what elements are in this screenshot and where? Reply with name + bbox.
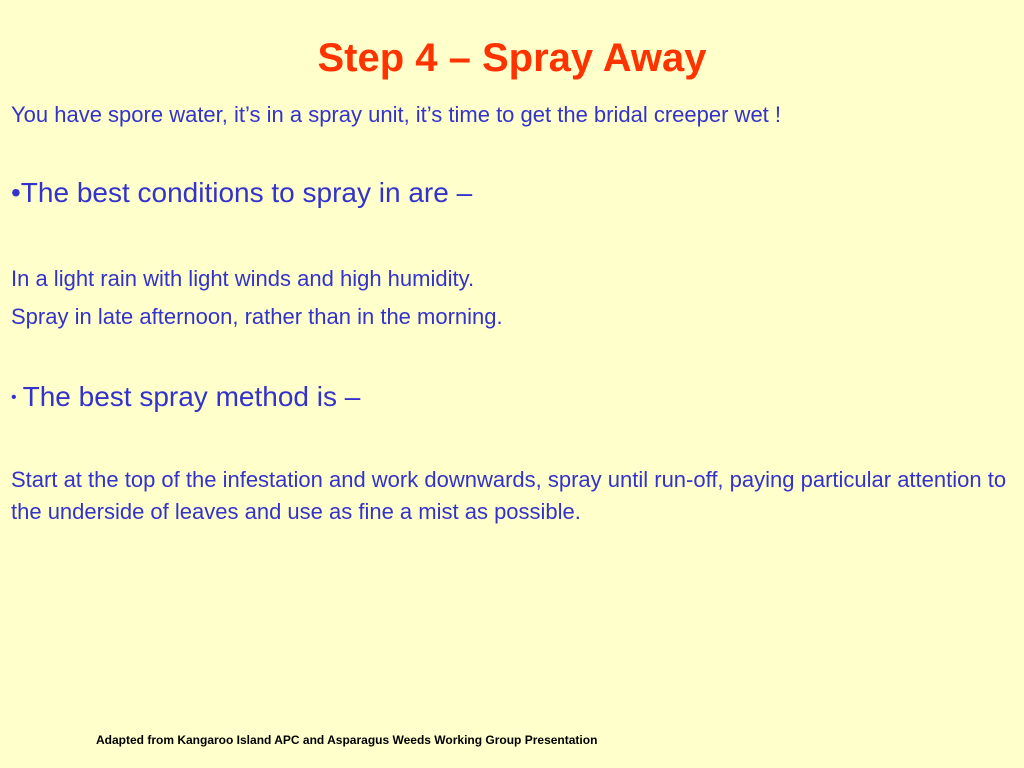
- bullet-icon: •: [11, 389, 17, 406]
- method-heading: [11, 377, 360, 418]
- intro-text: You have spore water, it’s in a spray unit, it’s time to get the bridal creeper wet !: [11, 102, 782, 127]
- condition-rain: In a light rain with light winds and high humidity.: [11, 266, 475, 291]
- method-heading-label: The best spray method is –: [22, 381, 361, 412]
- method-text: Start at the top of the infestation and work downwards, spray until run-off, paying particular attention to the underside of leaves and use as fine a mist as possible.: [11, 467, 1007, 524]
- slide-title: Step 4 – Spray Away: [317, 36, 707, 80]
- footer-credit: Adapted from Kangaroo Island APC and Asparagus Weeds Working Group Presentation: [96, 733, 598, 747]
- condition-time: Spray in late afternoon, rather than in the morning.: [11, 304, 503, 329]
- conditions-heading: •The best conditions to spray in are –: [11, 177, 473, 208]
